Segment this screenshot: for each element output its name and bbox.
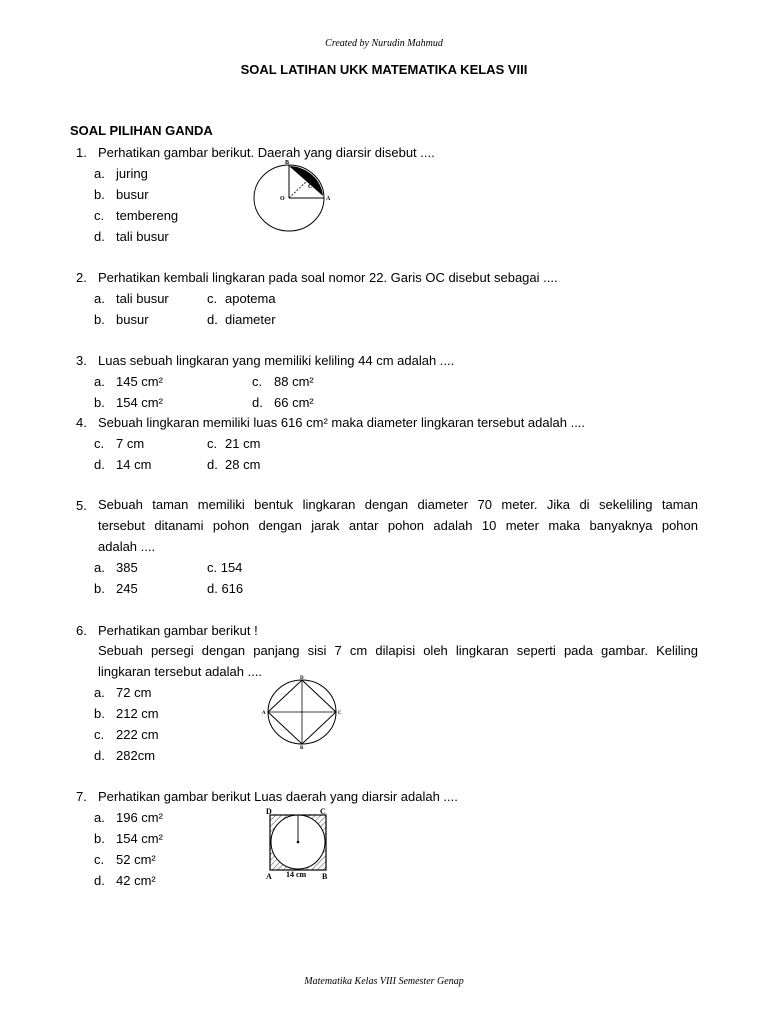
square-in-circle-figure [262,675,348,749]
option: a. 145 cm² [94,374,163,389]
option: d. tali busur [94,229,169,244]
point-label-b: B [300,746,304,751]
question-number: 4. [76,415,87,430]
point-label-b: B [285,160,290,166]
option: b. busur [94,187,149,202]
question-description: Sebuah persegi dengan panjang sisi 7 cm dilapisi oleh lingkaran seperti pada gambar. Keliling lingkaran tersebut adalah .... [98,643,698,679]
option: a. 196 cm² [94,810,163,825]
question-text: Luas sebuah lingkaran yang memiliki keliling 44 cm adalah .... [98,353,455,368]
point-label-c: C [308,184,313,190]
option: c. tembereng [94,208,179,223]
option: d. 616 [207,581,244,596]
question-text: Sebuah taman memiliki bentuk lingkaran dengan diameter 70 meter. Jika di sekeliling taman tersebut ditanami pohon dengan jarak antar pohon adalah 10 meter maka banyaknya pohon adalah .... [98,497,698,554]
question-text: Perhatikan gambar berikut Luas daerah yang diarsir adalah .... [98,789,458,804]
point-label-d: D [300,676,304,681]
option: a. tali busur [94,291,169,306]
option: c. 154 [207,560,243,575]
option: c. apotema [207,291,276,306]
point-label-b: B [322,872,328,881]
option: d. 66 cm² [252,395,314,410]
question-text: Sebuah lingkaran memiliki luas 616 cm² maka diameter lingkaran tersebut adalah .... [98,415,586,430]
option: c. 7 cm [94,436,145,451]
point-label-c: C [338,711,342,716]
option: b. 245 [94,581,138,596]
option: c. 222 cm [94,727,159,742]
question-number: 5. [76,498,87,513]
point-label-d: D [266,807,272,816]
question-number: 6. [76,623,87,638]
option: a. 72 cm [94,685,152,700]
option: d. diameter [207,312,276,327]
section-heading: SOAL PILIHAN GANDA [70,123,213,138]
option: c. 21 cm [207,436,261,451]
point-label-a: A [262,711,266,716]
option: d. 282cm [94,748,156,763]
page-footer: Matematika Kelas VIII Semester Genap [304,976,464,987]
option: c. 52 cm² [94,852,156,867]
option: d. 14 cm [94,457,152,472]
question-number: 2. [76,270,87,285]
question-number: 7. [76,789,87,804]
question-number: 3. [76,353,87,368]
option: c. 88 cm² [252,374,314,389]
question-text: Perhatikan gambar berikut. Daerah yang diarsir disebut .... [98,145,435,160]
option: b. 154 cm² [94,395,163,410]
point-label-a: A [266,872,272,881]
question-text: Perhatikan gambar berikut ! [98,623,258,638]
option: a. 385 [94,560,138,575]
point-label-c: C [320,807,326,816]
option: d. 28 cm [207,457,261,472]
circle-in-square-figure [262,806,347,882]
option: a. juring [94,166,148,181]
question-number: 1. [76,145,87,160]
question-text: Perhatikan kembali lingkaran pada soal nomor 22. Garis OC disebut sebagai .... [98,270,558,285]
page-title: SOAL LATIHAN UKK MATEMATIKA KELAS VIII [240,62,528,77]
option: d. 42 cm² [94,873,156,888]
author-credit: Created by Nurudin Mahmud [325,38,443,49]
option: b. busur [94,312,149,327]
circle-sector-figure [245,158,335,238]
side-length-label: 14 cm [286,870,307,879]
option: b. 154 cm² [94,831,163,846]
point-label-a: A [326,196,331,202]
option: b. 212 cm [94,706,159,721]
point-label-o: O [280,196,285,202]
